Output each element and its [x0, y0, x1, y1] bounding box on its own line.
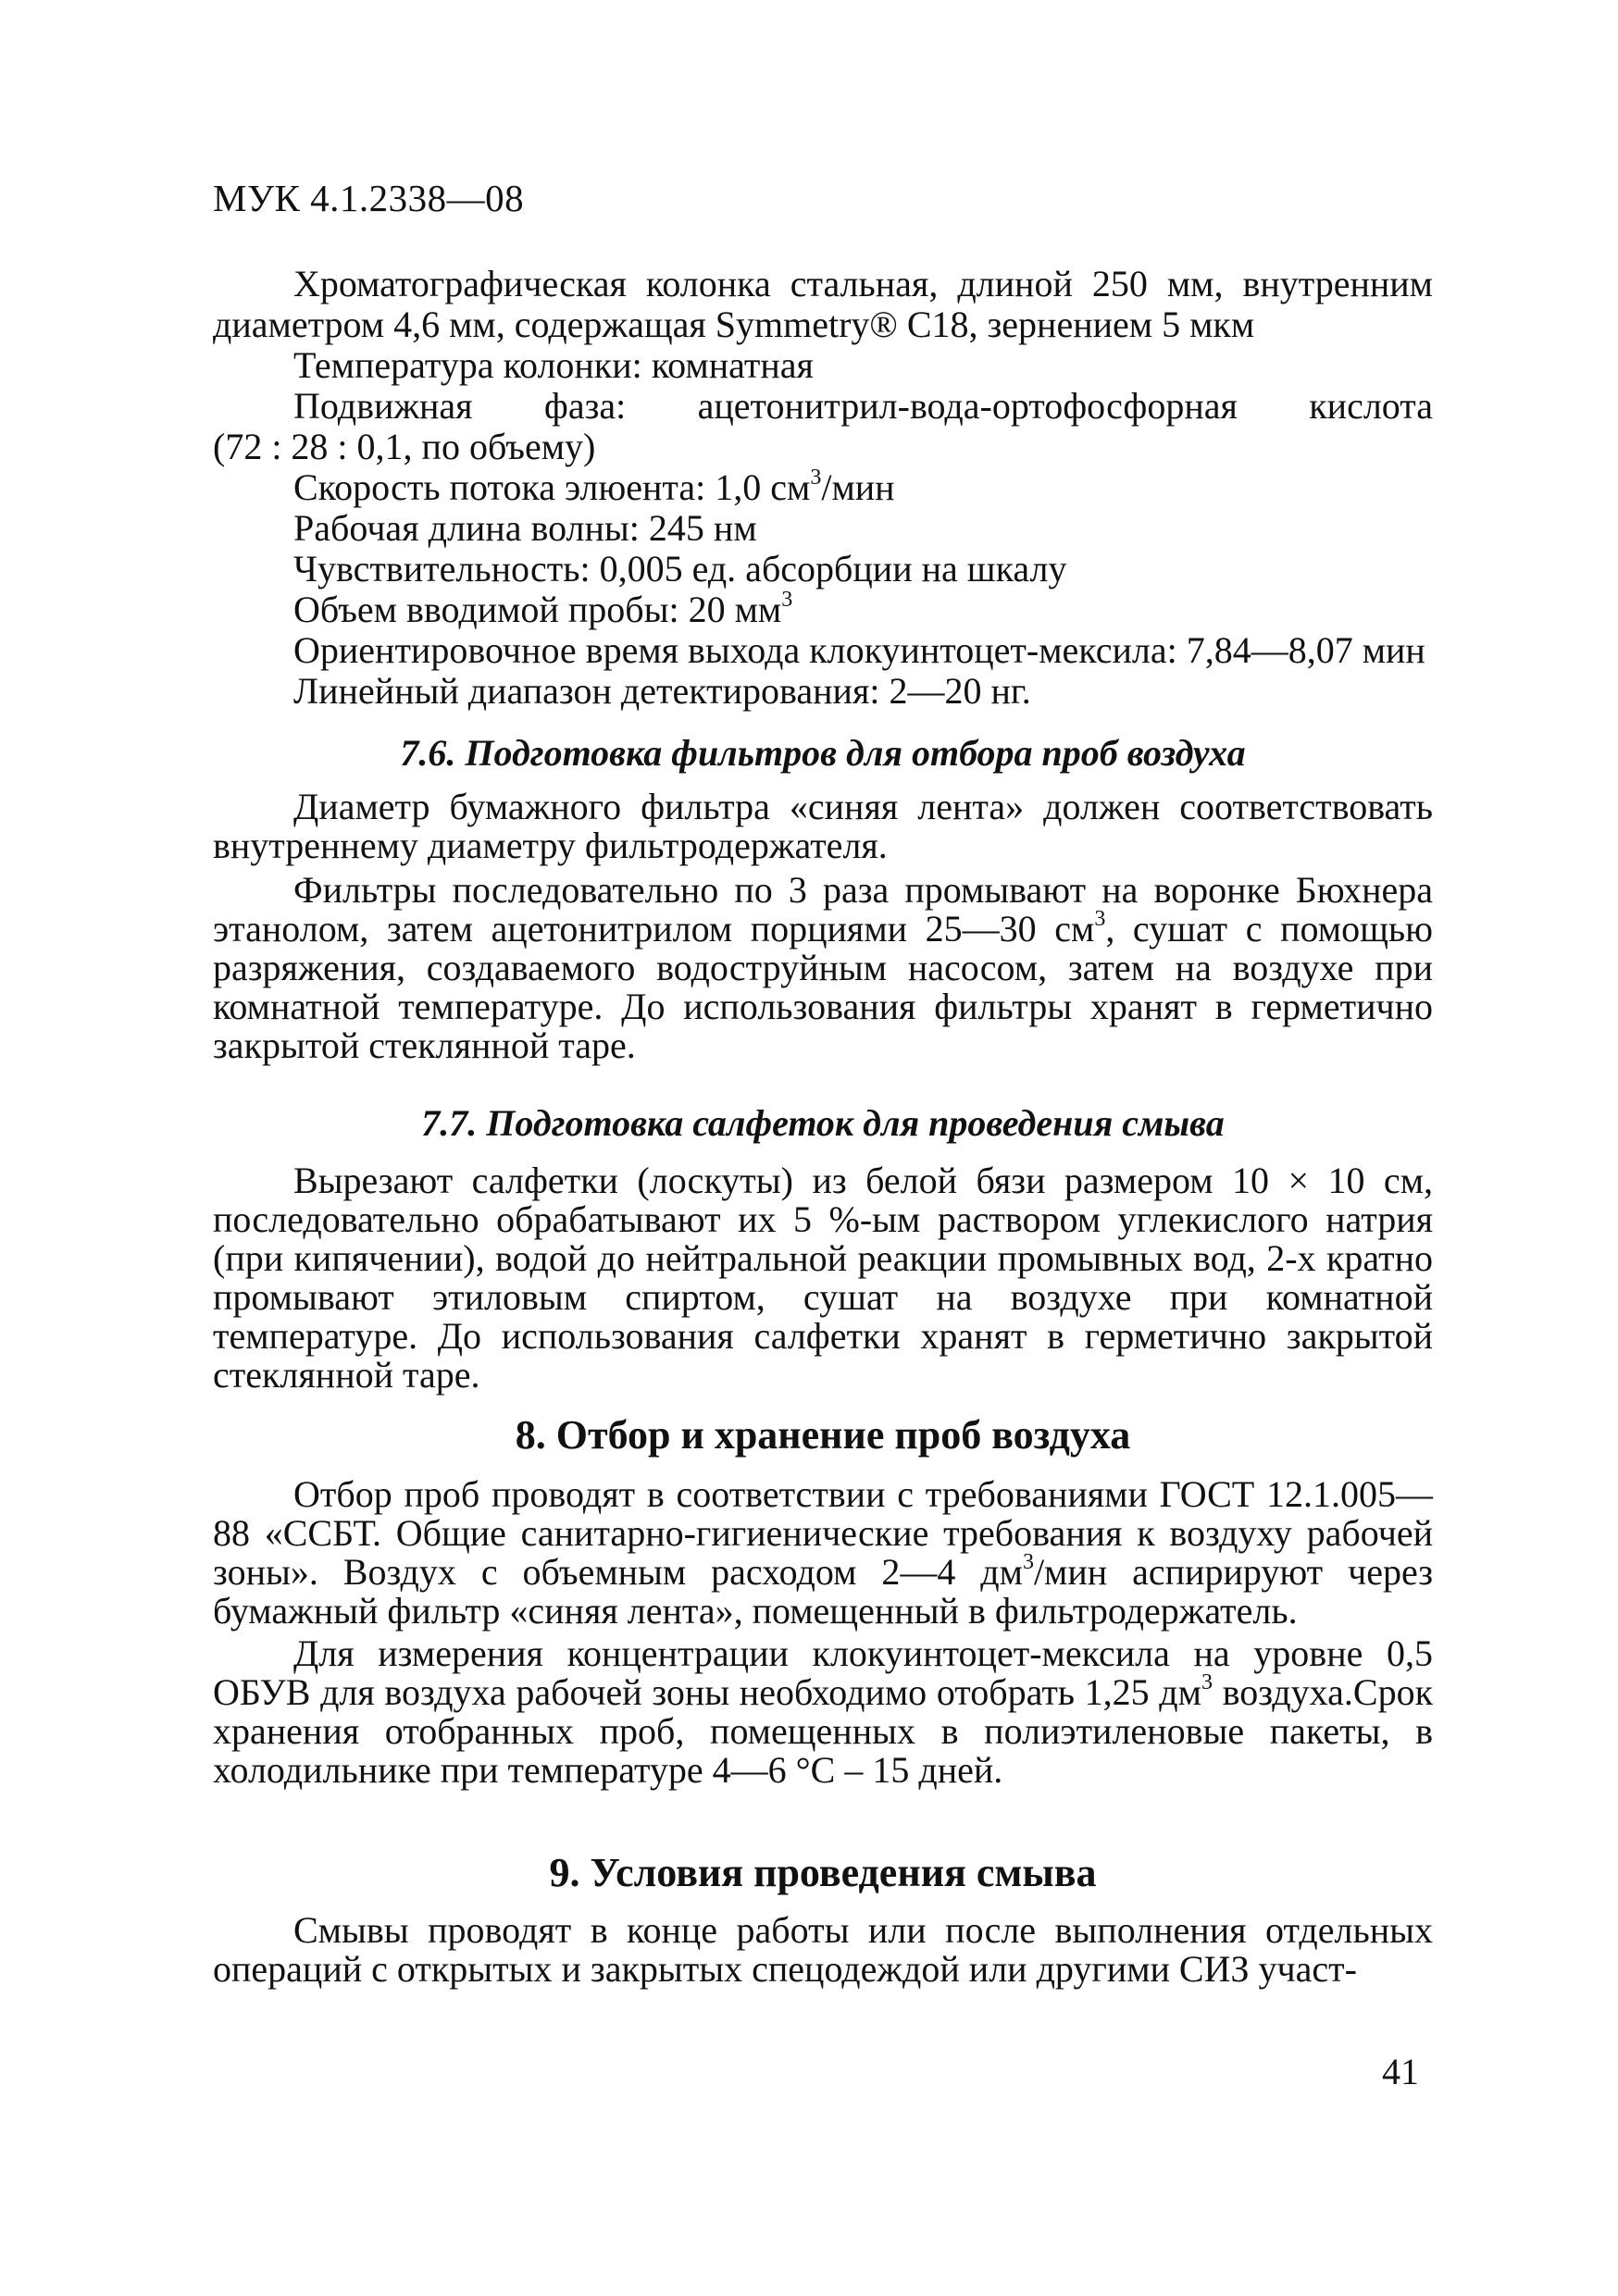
mobile-phase-acid: кислота: [1309, 385, 1433, 427]
page-number: 41: [1382, 2051, 1419, 2092]
mobile-phase-line: [213, 386, 1433, 427]
sample-volume: Объем вводимой пробы: 20 $мм^3$: [293, 588, 793, 630]
section-7-6-para-2: Фильтры последовательно по 3 раза промывают на воронке Бюхнера этанолом, затем ацетонитрилом порциями 25—30 $см^3$, сушат с помощью разряжения, создаваемого водоструйным насосом, затем на воздухе при комнатной температуре. До использования фильтры хранят в герметично закрытой стеклянной таре.: [213, 869, 1433, 1066]
retention-time: Ориентировочное время выхода клокуинтоцет-мексила: 7,84—8,07 мин: [293, 629, 1425, 671]
column-description: Хроматографическая колонка стальная, длиной 250 мм, внутренним диаметром 4,6 мм, содержащая Symmetry® C18, зернением 5 мкм: [213, 263, 1433, 345]
mobile-phase-faza: фаза:: [543, 385, 627, 427]
section-7-7: [213, 1101, 1433, 1395]
section-7-6-para-1: Диаметр бумажного фильтра «синяя лента» должен соответствовать внутреннему диаметру фильтродержателя.: [213, 786, 1433, 866]
column-temperature: Температура колонки: комнатная: [293, 344, 814, 386]
section-8: [213, 1411, 1433, 1790]
sensitivity: Чувствительность: 0,005 ед. абсорбции на шкалу: [293, 548, 1067, 590]
section-8-para-2: Для измерения концентрации клокуинтоцет-мексила на уровне 0,5 ОБУВ для воздуха рабочей зоны необходимо отобрать 1,25 $дм^3$ воздуха.Срок хранения отобранных проб, помещенных в полиэтиленовые пакеты, в холодильнике при температуре 4—6 °С – 15 дней.: [213, 1632, 1434, 1791]
section-8-para-1: Отбор проб проводят в соответствии с требованиями ГОСТ 12.1.005—88 «ССБТ. Общие санитарно-гигиенические требования к воздуху рабочей зоны». Воздух с объемным расходом 2—4 $дм^3$/мин аспирируют через бумажный фильтр «синяя лента», помещенный в фильтродержатель.: [213, 1473, 1434, 1632]
document-page: [213, 157, 1433, 2240]
section-7-6-heading: 7.6. Подготовка фильтров для отбора проб воздуха: [400, 732, 1246, 774]
mobile-phase-components: ацетонитрил-вода-ортофосфорная: [697, 385, 1238, 427]
section-7-7-heading: 7.7. Подготовка салфеток для проведения смыва: [421, 1102, 1225, 1144]
document-code: МУК 4.1.2338—08: [213, 177, 525, 219]
section-7-6: [213, 731, 1433, 1065]
mobile-phase-label: Подвижная: [293, 385, 473, 427]
section-9-heading: 9. Условия проведения смыва: [549, 1850, 1097, 1895]
section-8-heading: 8. Отбор и хранение проб воздуха: [515, 1412, 1131, 1458]
section-9: [213, 1849, 1433, 1989]
section-7-7-para-1: Вырезают салфетки (лоскуты) из белой бязи размером 10 × 10 см, последовательно обрабатывают их 5 %-ым раствором углекислого натрия (при кипячении), водой до нейтральной реакции промывных вод, 2-х кратно промывают этиловым спиртом, сушат на воздухе при комнатной температуре. До использования салфетки хранят в герметично закрытой стеклянной таре.: [213, 1160, 1433, 1396]
wavelength: Рабочая длина волны: 245 нм: [293, 507, 757, 549]
mobile-phase-ratio: (72 : 28 : 0,1, по объему): [213, 426, 596, 467]
flow-rate: Скорость потока элюента: 1,0 $см^3$/мин: [293, 465, 895, 508]
section-9-para-1: Смывы проводят в конце работы или после выполнения отдельных операций с открытых и закрытых спецодеждой или другими СИЗ участ-: [213, 1909, 1433, 1990]
chromatography-conditions: [213, 264, 1433, 712]
linear-range: Линейный диапазон детектирования: 2—20 нг.: [293, 670, 1031, 712]
